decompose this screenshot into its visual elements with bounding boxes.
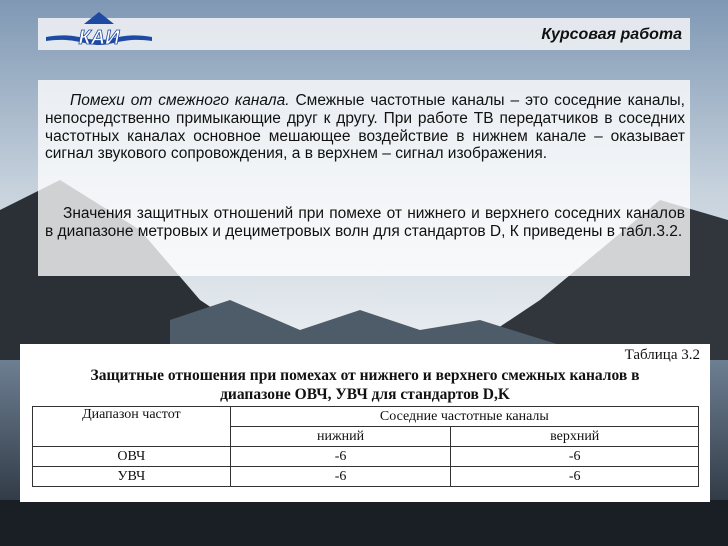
table-panel — [20, 344, 710, 502]
protection-ratio-table — [32, 406, 699, 487]
cell-upper: -6 — [451, 447, 699, 467]
table-label: Таблица 3.2 — [624, 347, 700, 363]
logo-text: КАИ — [78, 27, 120, 49]
header-range: Диапазон частот — [33, 407, 231, 447]
table-title-line-1: Защитные отношения при помехах от нижнего и верхнего смежных каналов в — [90, 367, 640, 384]
table-title — [40, 366, 690, 404]
paragraph-1 — [45, 92, 685, 163]
cell-lower: -6 — [230, 467, 451, 487]
page-title: Курсовая работа — [541, 26, 682, 43]
table-row — [33, 467, 699, 487]
kai-logo — [44, 10, 154, 60]
cell-lower: -6 — [230, 447, 451, 467]
paragraph-1-lead: Помехи от смежного канала. — [70, 92, 290, 109]
table-title-line-2: диапазоне ОВЧ, УВЧ для стандартов D,K — [220, 386, 510, 403]
cell-range: УВЧ — [33, 467, 231, 487]
table-row — [33, 447, 699, 467]
paragraph-1-body: Смежные частотные каналы – это соседние каналы, непосредственно примыкающие друг к другу. При работе ТВ передатчиков в соседних частотных каналах основное мешающее воздействие в нижнем канале – оказывает сигнал звукового сопровождения, а в верхнем – сигнал изображения. — [45, 92, 685, 163]
header-lower: нижний — [230, 427, 451, 447]
header-upper: верхний — [451, 427, 699, 447]
header-adjacent-channels: Соседние частотные каналы — [230, 407, 698, 427]
paragraph-2: Значения защитных отношений при помехе от нижнего и верхнего соседних каналов в диапазоне метровых и дециметровых волн для стандартов D, К приведены в табл.3.2. — [45, 205, 685, 240]
cell-upper: -6 — [451, 467, 699, 487]
cell-range: ОВЧ — [33, 447, 231, 467]
